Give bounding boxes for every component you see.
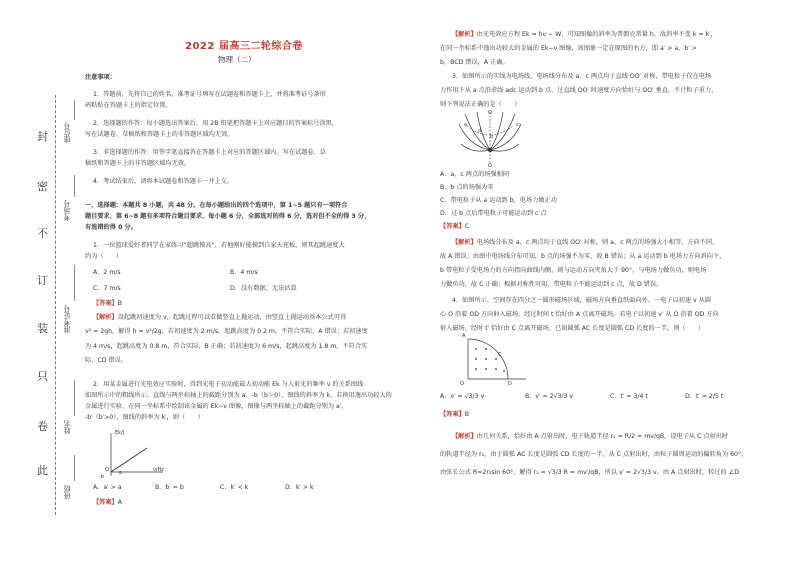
graph-a-label: a <box>119 470 123 476</box>
q3-analysis-line: 故 A 错误；由图中电场线分布可知，b 点的场强不为零，故 B 错误；从 a 运动到 b 电场力方向斜向下， <box>440 253 726 260</box>
answer-value: B <box>464 411 469 418</box>
exam-room-label: 考场号 <box>63 200 71 221</box>
seat-number-label: 座位号 <box>63 122 71 143</box>
q3-analysis-line <box>452 238 718 248</box>
q4-option-b: B．v′ = 2√3/3 v <box>525 393 574 400</box>
q4-stem: 4．如图所示，空间存在四分之一圆形磁场区域，磁场方向垂直纸面向外。一电子以初速 v 从圆 <box>452 297 712 304</box>
q1-stem: 1．一位篮球爱好者同学在家练习“超跳摸高”，若他刚好能摸到自家天花板，则其起跳速度大 <box>93 242 345 249</box>
answer-value: A <box>117 499 122 506</box>
admission-number-label: 准考证号 <box>63 305 71 333</box>
binding-char: 只 <box>37 370 48 383</box>
q2-stem: -b′（b′>0），图线的斜率为 k′，则（ ） <box>85 414 204 421</box>
analysis-tag: 【解析】 <box>93 314 118 321</box>
section-heading: 一、选择题：本题共 8 小题，共 48 分。在每小题给出的四个选项中，第 1~5 题只有一项符合 <box>85 202 348 209</box>
fig3-label-c: c <box>516 122 519 128</box>
q4-option-a: A．v′ = √3/3 v <box>440 393 485 400</box>
graph-y-label: Ek/J <box>115 430 125 436</box>
q4-answer <box>440 410 469 420</box>
analysis-text: 由几何关系，恰好由 A 点射出时，电子轨道半径 r₁ = R/2 = mv/qB，设电子从 C 点射出时 <box>476 433 729 440</box>
analysis-text: 电场线分布及 a、c 两点均于直线 OO′ 对称，则 a、c 两点的场强大小相等，方向不同， <box>476 239 719 246</box>
q1-answer <box>93 299 122 309</box>
notice-line: 稿纸和答题卡上的非答题区域均无效。 <box>85 160 191 167</box>
q4-option-c: C．t′ = 3/4 t <box>610 393 648 400</box>
analysis-tag: 【解析】 <box>452 31 477 38</box>
q3-stem: 力作用下从 a 点沿虚线 adc 运动到 b 点，过直线 OO′ 时速度方向恰好与 OO′ 垂直，不计粒子重力， <box>440 87 718 94</box>
q3-option-c: C．带电粒子从 a 运动到 b，电场力做正功 <box>440 197 557 204</box>
class-line <box>74 455 75 481</box>
q1-analysis-line: 际，CD 错误。 <box>85 357 127 364</box>
q4-analysis-line: 的轨道半径为 r₂，由于圆弧 AC 长度是圆弧 CD 长度的一半，从 C 点射出时，由粒子圆周运动的偏转角为 60°， <box>440 451 748 458</box>
notice-line: 1．答题前，先将自己的姓名、准考证号填写在试题卷和答题卡上，并将准考证号条形 <box>93 91 326 98</box>
q1-stem: 约为（ ） <box>85 253 123 260</box>
fig4-label-c: C <box>498 352 502 358</box>
q3-answer <box>440 222 469 232</box>
q2-answer <box>93 498 122 508</box>
analysis-text: 设起跳初速度为 v，起跳过程可以看做竖直上抛运动，由竖直上抛运动基本公式可得 <box>117 314 347 321</box>
q1-option-a: A．2 m/s <box>93 269 121 276</box>
q4-stem: 射入磁场，经时 t′ 恰好由 C 点离开磁场，已知圆弧 AC 长度是圆弧 CD 长度的一半，则（ ） <box>440 325 705 332</box>
q3-analysis-line: 力做负功，故 C 正确；根据对称性可知，带电粒子不能运动到 c 点，故 D 错误。 <box>440 281 663 288</box>
answer-tag: 【答案】 <box>93 300 118 307</box>
q3-stem: 3．如图所示的实线为电场线，电场线分布及 a、c 两点均于直线 OO′ 对称，带电粒子仅在电场 <box>452 73 712 80</box>
q1-analysis-line <box>93 313 346 323</box>
binding-char: 装 <box>37 322 48 335</box>
notice-line: 2．选择题的作答：每小题选出答案后，用 2B 铅笔把答题卡上对应题目的答案标号涂黑， <box>93 120 338 127</box>
analysis-tag: 【解析】 <box>452 433 477 440</box>
q2-option-a: A．a′ > a <box>93 484 122 491</box>
section-heading: 有选错的得 0 分。 <box>85 224 137 231</box>
exam-room-line <box>74 175 75 197</box>
answer-tag: 【答案】 <box>440 411 465 418</box>
analysis-text: 由光电效应方程 Ek = hν − W，可知图像的斜率为普朗克常量 h，故斜率不变 k = k′， <box>476 31 717 38</box>
name-line <box>74 380 75 416</box>
fig3-label-d: d <box>478 128 482 134</box>
q2-option-c: C．k′ < k <box>220 484 249 491</box>
answer-tag: 【答案】 <box>93 499 118 506</box>
magnetic-field-figure <box>460 335 530 387</box>
binding-char: 卷 <box>37 420 48 433</box>
exam-title: 2022 届高三二轮综合卷 <box>185 41 303 52</box>
answer-tag: 【答案】 <box>440 223 465 230</box>
q2-analysis-line: b，BCD 错误，A 正确。 <box>440 59 509 66</box>
q3-analysis-line: b 带电粒子受电场力的方向指向曲线内侧，则与运动方向夹角大于 90°，与电场力做负功，则电场 <box>440 267 707 274</box>
binding-strip <box>0 0 80 562</box>
fig3-label-b: b <box>490 134 494 140</box>
q2-option-b: B．b′ = b <box>155 484 184 491</box>
graph-b-label: -b <box>99 474 104 480</box>
answer-value: B <box>117 300 122 307</box>
exam-subtitle: 物理（二） <box>218 55 256 64</box>
q3-option-a: A．a、c 两点的场强相同 <box>440 171 510 178</box>
q3-option-d: D．过 b 点后带电粒子可能运动到 c 点 <box>440 210 547 217</box>
binding-char: 订 <box>37 274 48 287</box>
fig3-label-o2: O′ <box>488 110 494 116</box>
q1-option-c: C．7 m/s <box>93 285 121 292</box>
fig4-label-d: D <box>508 381 512 387</box>
binding-char: 密 <box>37 180 48 193</box>
fig4-label-a: A <box>462 333 466 339</box>
q1-option-b: B．4 m/s <box>230 269 258 276</box>
fig3-label-a: a <box>464 122 468 128</box>
seat-number-line <box>74 100 75 120</box>
binding-char: 封 <box>37 130 48 143</box>
notice-line: 4．考试结束后，请将本试题卷和答题卡一并上交。 <box>93 178 234 185</box>
notice-heading: 注意事项： <box>85 74 116 81</box>
q4-analysis-line: 由弦长公式 R=2r₂sin 60°，解得 r₂ = √3/3 R = mv′/qB，所以 v′ = 2√3/3 v，由 A 点射出时，转过的 ∠D <box>440 469 739 476</box>
binding-char: 此 <box>37 464 48 477</box>
graph-origin-label: O <box>105 467 109 473</box>
fig3-label-o: O <box>488 163 492 169</box>
analysis-tag: 【解析】 <box>452 239 477 246</box>
q2-stem: 2．用某金属进行光电效应实验时，得到光电子初动能最大初动能 Ek 与入射光的频率 ν 的关系图线 <box>93 381 364 388</box>
answer-value: C <box>464 223 470 230</box>
q3-stem: 则下列说法正确的是（ ） <box>440 101 521 108</box>
graph-x-label: ν/Hz <box>153 467 164 473</box>
notice-line: 写在试题卷、草稿纸和答题卡上的非答题区域均无效。 <box>85 131 234 138</box>
q1-option-d: D．没有数据，无法估算 <box>230 285 297 292</box>
notice-line: 3．非选择题的作答：用签字笔直接答在答题卡上对应的答题区域内。写在试题卷、草 <box>93 149 326 156</box>
fig4-label-o: O <box>460 381 464 387</box>
binding-dashed-line <box>55 95 56 515</box>
q2-option-d: D．k′ > k <box>285 484 314 491</box>
q3-option-b: B．b 点的场强为零 <box>440 184 494 191</box>
q1-analysis-line: 为 4 m/s，起跳高度为 0.8 m，符合实际，B 正确；若初速度为 6 m/s，起跳高度为 1.8 m，不符合实 <box>85 343 368 350</box>
q1-analysis-line: v² = 2gh，解得 h = v²/2g，若初速度为 2 m/s，起跳高度为 0.2 m，不符合实际，A 错误；若初速度 <box>85 328 368 335</box>
notice-line: 码粘贴在答题卡上的指定位置。 <box>85 102 172 109</box>
q2-stem: 金属进行实验，在同一坐标系中绘制该金属的 Ek−ν 图像，图像与两坐标轴上的截距分别为 a′， <box>85 403 348 410</box>
q2-stem: 如图所示中的粗线所示。直线与两坐标轴上的截距分别为 a、-b（b＞0），图线的斜率为 k，若换用逸出功较大的 <box>85 392 392 399</box>
binding-char: 不 <box>37 227 48 240</box>
q4-stem: 心 O 沿着 OD 方向射入磁场，经过时间 t 恰好由 A 点离开磁场。若电子以初速 v′ 从 O 沿着 OD 方向 <box>440 311 719 318</box>
q2-analysis-line: 在同一坐标系中逸出功较大的金属的 Ek−ν 图像，该图象一定在原图的右方，即 a′ > a，b′ > <box>440 45 697 52</box>
q4-option-d: D．t′ = 2/5 t <box>685 393 724 400</box>
q4-analysis-line <box>452 432 728 442</box>
q2-analysis-line <box>452 30 717 40</box>
class-label: 班级 <box>63 485 71 499</box>
admission-number-line <box>74 265 75 301</box>
name-label: 姓名 <box>63 420 71 434</box>
section-heading: 题目要求，第 6~8 题有多项符合题目要求，每小题 6 分，全部选对的得 6 分，选对但不全的得 3 分， <box>85 213 371 220</box>
